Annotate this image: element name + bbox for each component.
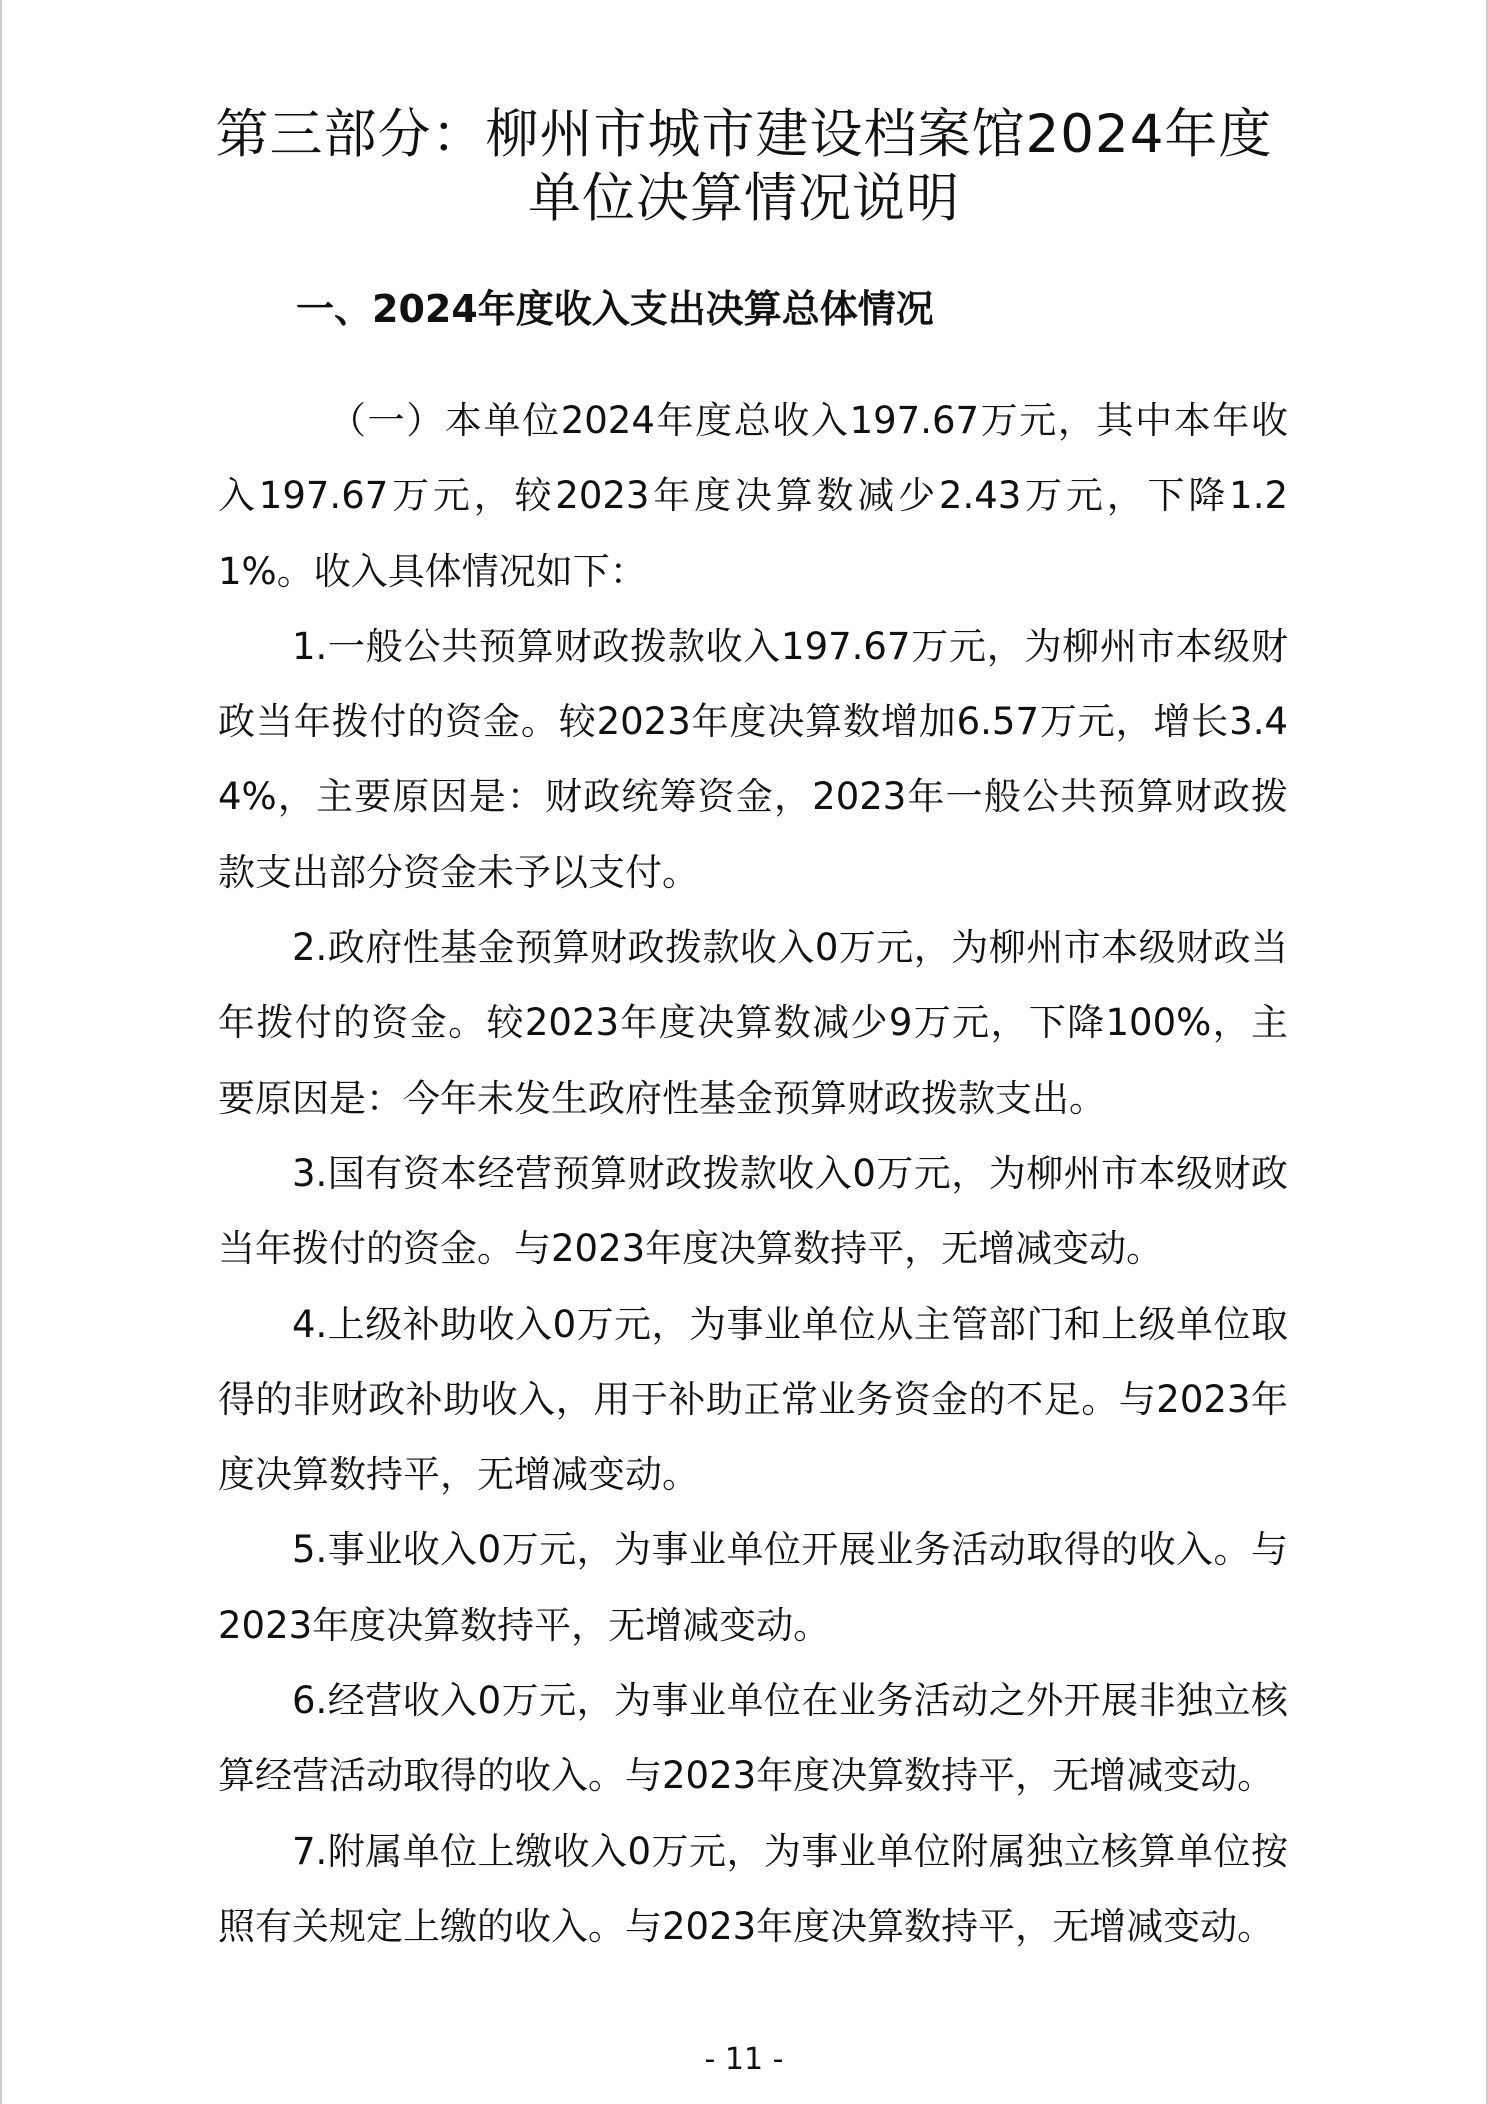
page-border-left	[0, 0, 2, 2104]
paragraph-item-5: 5.事业收入0万元，为事业单位开展业务活动取得的收入。与2023年度决算数持平，无增减变动。	[218, 1528, 1288, 1647]
page-title-line-1: 第三部分：柳州市城市建设档案馆2024年度	[215, 104, 1273, 165]
paragraph-total-income: （一）本单位2024年度总收入197.67万元，其中本年收入197.67万元，较2023年度决算数减少2.43万元，下降1.21%。收入具体情况如下：	[218, 399, 1288, 593]
page-title-line-2: 单位决算情况说明	[528, 168, 960, 229]
document-body	[218, 383, 1288, 1964]
paragraph-item-3: 3.国有资本经营预算财政拨款收入0万元，为柳州市本级财政当年拨付的资金。与2023年度决算数持平，无增减变动。	[218, 1151, 1288, 1271]
paragraph-item-4: 4.上级补助收入0万元，为事业单位从主管部门和上级单位取得的非财政补助收入，用于补助正常业务资金的不足。与2023年度决算数持平，无增减变动。	[218, 1302, 1288, 1497]
paragraph-item-6: 6.经营收入0万元，为事业单位在业务活动之外开展非独立核算经营活动取得的收入。与2023年度决算数持平，无增减变动。	[218, 1679, 1288, 1798]
section-heading: 一、2024年度收入支出决算总体情况	[296, 287, 934, 331]
paragraph-item-7: 7.附属单位上缴收入0万元，为事业单位附属独立核算单位按照有关规定上缴的收入。与2023年度决算数持平，无增减变动。	[218, 1829, 1288, 1948]
paragraph-item-2: 2.政府性基金预算财政拨款收入0万元，为柳州市本级财政当年拨付的资金。较2023年度决算数减少9万元，下降100%，主要原因是：今年未发生政府性基金预算财政拨款支出。	[218, 926, 1288, 1120]
page-number: - 11 -	[704, 2042, 784, 2077]
paragraph-item-1: 1.一般公共预算财政拨款收入197.67万元，为柳州市本级财政当年拨付的资金。较2023年度决算数增加6.57万元，增长3.44%，主要原因是：财政统筹资金，2023年一般公共预算财政拨款支出部分资金未予以支付。	[218, 624, 1288, 894]
